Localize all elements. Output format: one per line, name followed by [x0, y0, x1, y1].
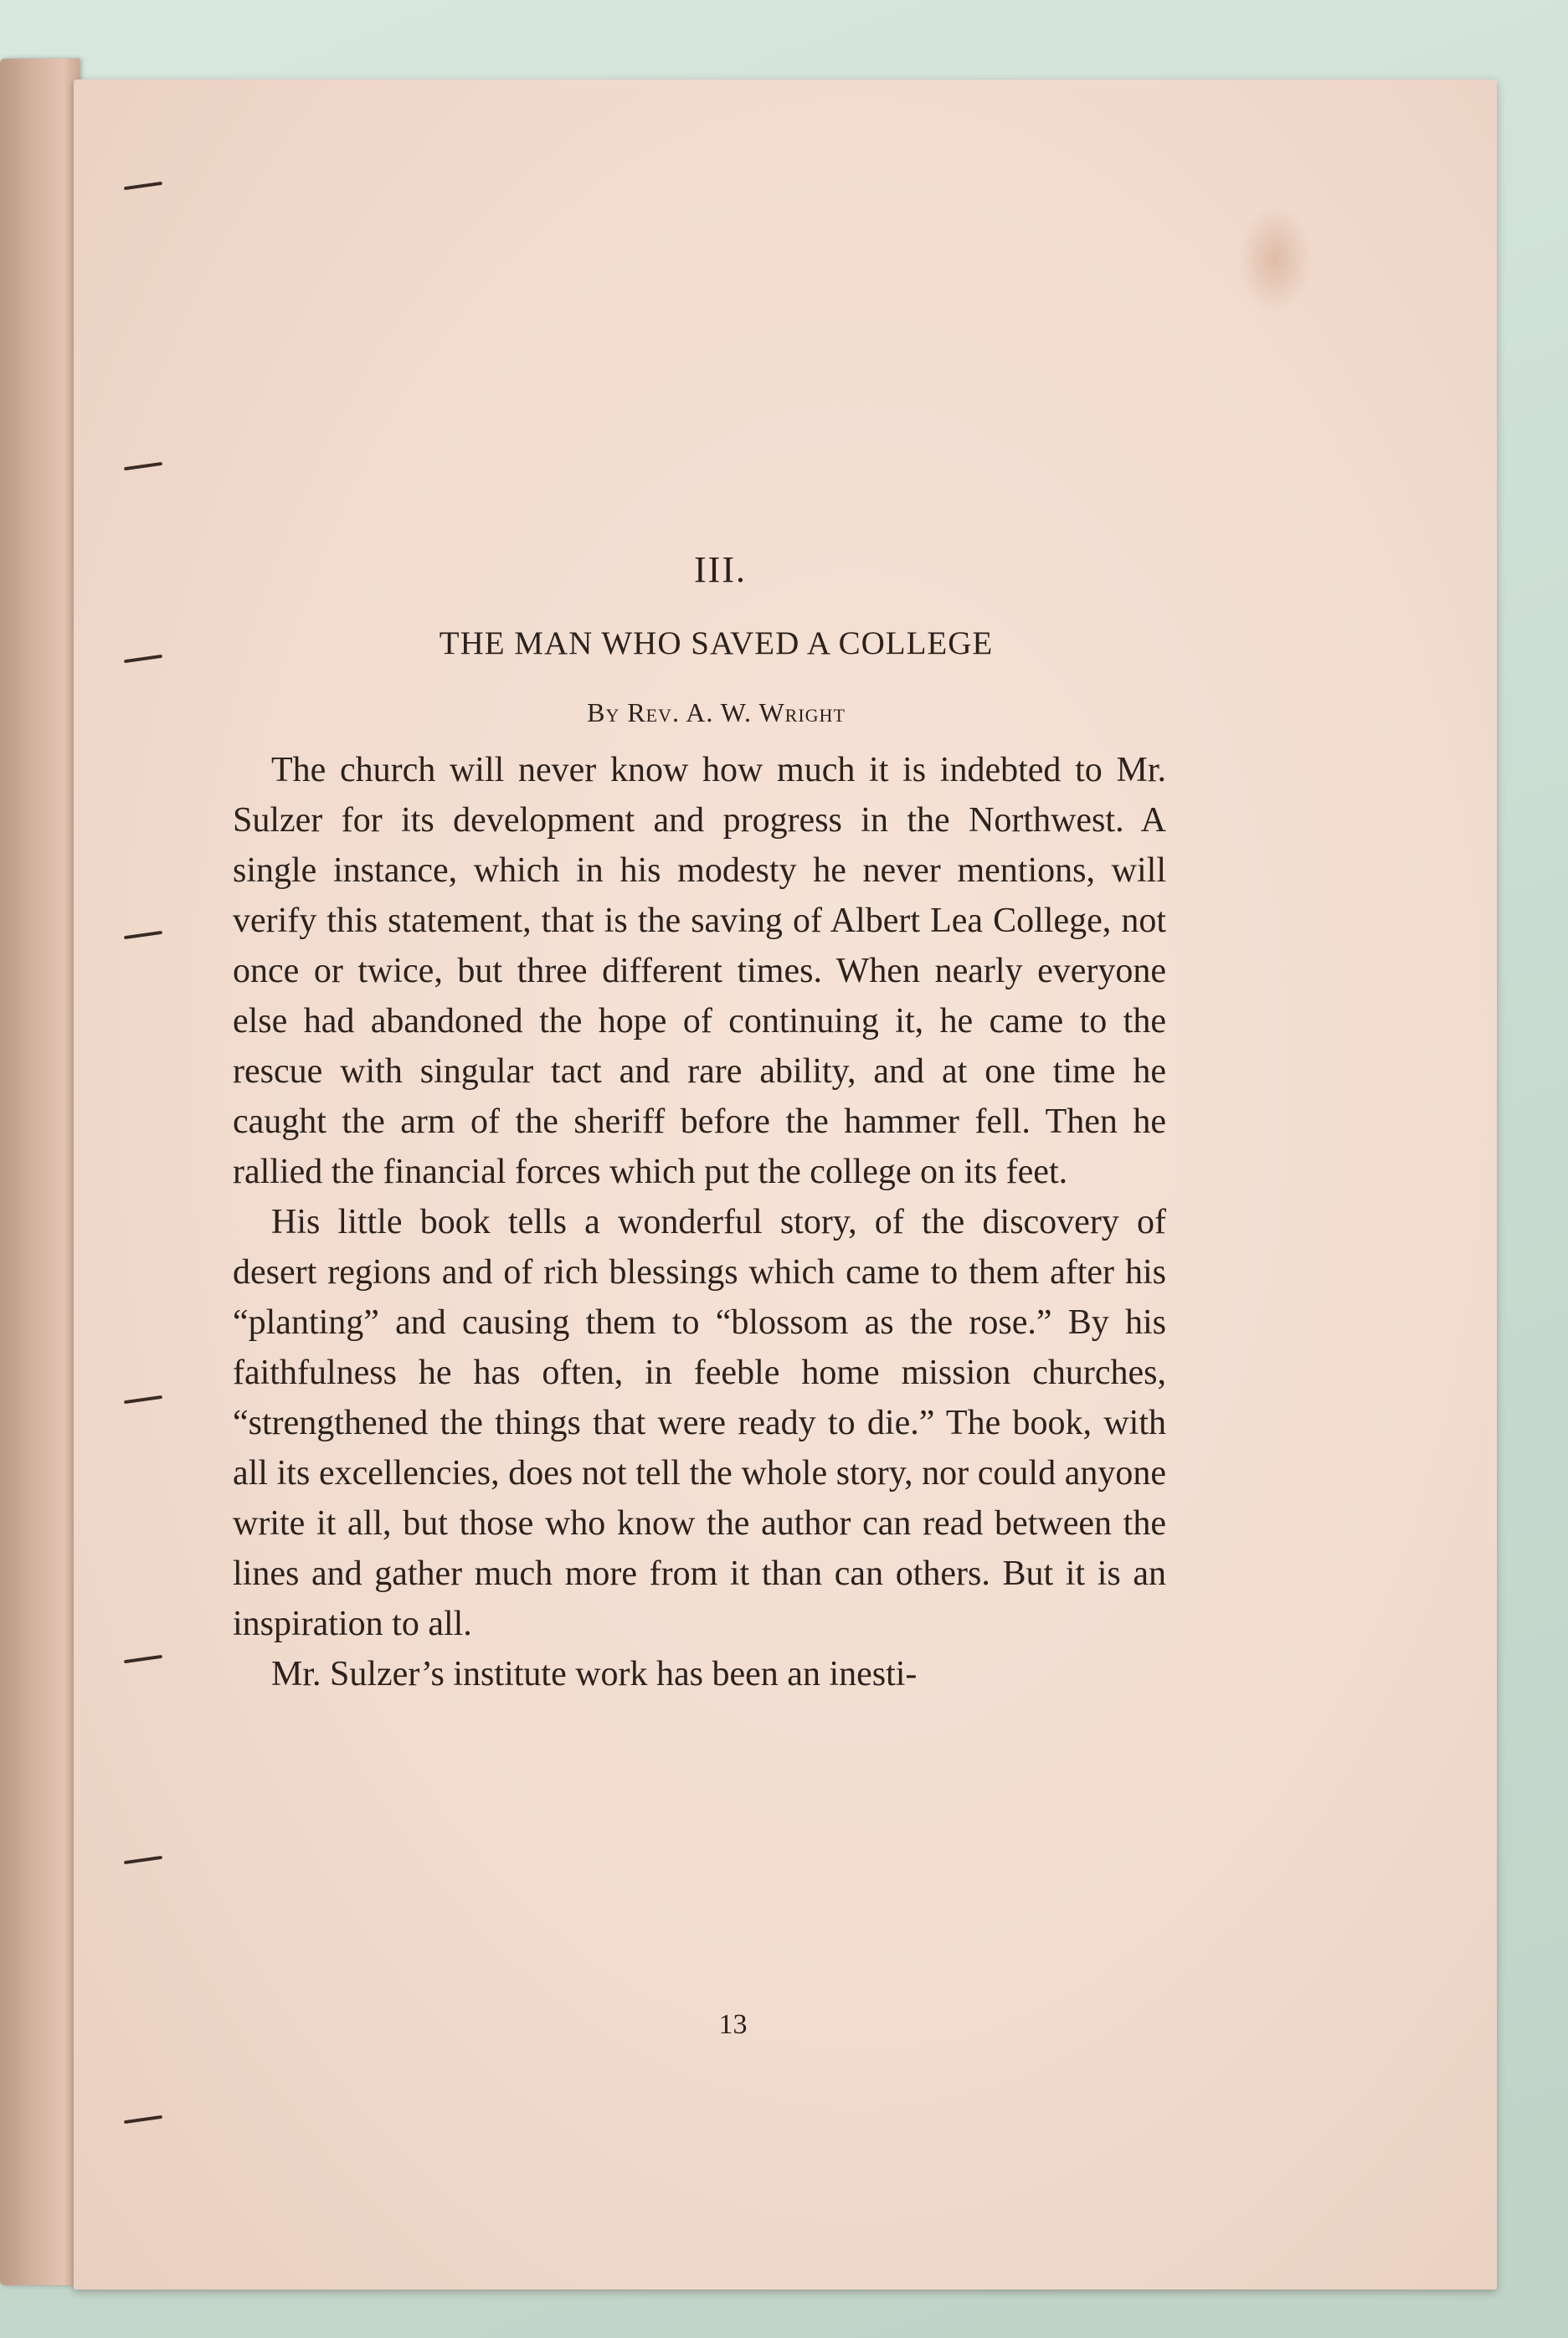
author-byline: By Rev. A. W. Wright — [587, 697, 846, 727]
chapter-title: THE MAN WHO SAVED A COLLEGE — [439, 625, 994, 661]
binding-stitch — [124, 1856, 162, 1864]
binding-stitch — [124, 2115, 162, 2124]
paragraph: His little book tells a wonderful story, of the discovery of desert regions and of rich blessings which came to them after his “planting” and causing them to “blossom as the rose.” By his faithfulness he has often, in feeble home mission churches, “strengthened the things that were ready to die.” The book, with all its excellencies, does not tell the whole story, nor could anyone write it all, but those who know the author can read between the lines and gather much more from it than can others. But it is an inspiration to all. — [233, 1203, 1166, 1643]
page-number: 13 — [718, 2009, 748, 2040]
paragraph: The church will never know how much it is indebted to Mr. Sulzer for its development and progress in the Northwest. A single instance, which in his modesty he never mentions, will verify this statement, that is the saving of Albert Lea College, not once or twice, but three different times. When nearly everyone else had abandoned the hope of continuing it, he came to the rescue with singular tact and rare ability, and at one time he caught the arm of the sheriff before the hammer fell. Then he rallied the financial forces which put the college on its feet. — [233, 751, 1166, 1191]
binding-stitch — [124, 1395, 162, 1404]
binding-stitch — [124, 931, 162, 939]
binding-stitch — [124, 462, 162, 470]
binding-stitch — [124, 655, 162, 663]
paragraph: Mr. Sulzer’s institute work has been an inesti- — [271, 1655, 918, 1693]
left-page-edge — [0, 59, 80, 2285]
chapter-number: III. — [694, 549, 747, 590]
binding-stitch — [124, 1655, 162, 1663]
binding-stitch — [124, 182, 162, 190]
page-text — [233, 548, 1166, 2040]
